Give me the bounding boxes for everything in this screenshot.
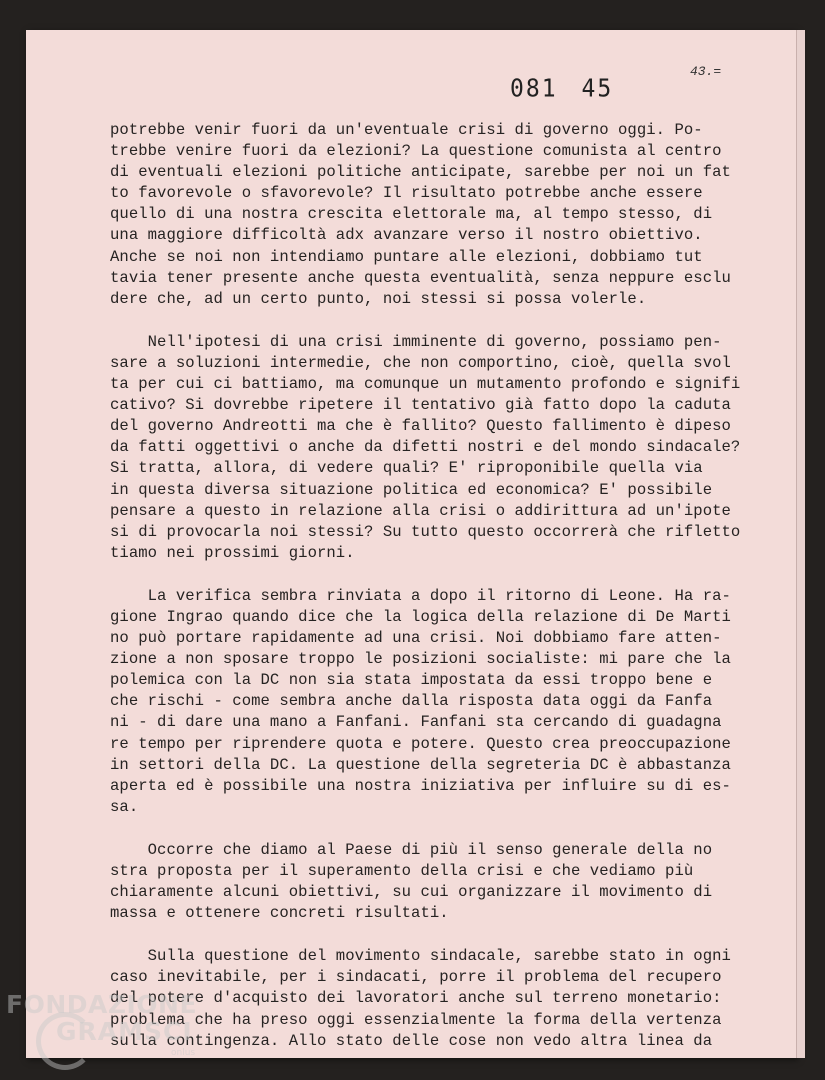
text-line: di eventuali elezioni politiche anticipate, sarebbe per noi un fat [110,163,731,182]
text-line: che rischi - come sembra anche dalla risposta data oggi da Fanfa [110,692,713,711]
archive-number [510,75,637,104]
paragraph [110,120,770,310]
text-line: La verifica sembra rinviata a dopo il ritorno di Leone. Ha ra- [110,586,731,605]
text-line: cativo? Si dovrebbe ripetere il tentativo già fatto dopo la caduta [110,396,731,415]
text-line: polemica con la DC non sia stata impostata da essi troppo bene e [110,671,713,690]
text-line: in questa diversa situazione politica ed economica? E' possibile [110,480,713,499]
text-line: Sulla questione del movimento sindacale, sarebbe stato in ogni [110,947,731,966]
text-line: trebbe venire fuori da elezioni? La questione comunista al centro [110,142,722,161]
text-line: tiamo nei prossimi giorni. [110,543,355,562]
text-line: massa e ottenere concreti risultati. [110,904,449,923]
text-line: una maggiore difficoltà adx avanzare verso il nostro obiettivo. [110,226,703,245]
text-line: Occorre che diamo al Paese di più il senso generale della no [110,840,713,859]
text-line: sa. [110,797,139,816]
text-line: ta per cui ci battiamo, ma comunque un mutamento profondo e signifi [110,375,741,394]
paragraph [110,840,770,924]
text-line: sare a soluzioni intermedie, che non comportino, cioè, quella svol [110,353,731,372]
text-line: tavia tener presente anche questa eventualità, senza neppure esclu [110,268,731,287]
text-line: Nell'ipotesi di una crisi imminente di governo, possiamo pen- [110,332,722,351]
text-line: del potere d'acquisto dei lavoratori anche sul terreno monetario: [110,989,722,1008]
text-line: to favorevole o sfavorevole? Il risultato potrebbe anche essere [110,184,703,203]
text-line: problema che ha preso oggi essenzialmente la forma della vertenza [110,1010,722,1029]
text-line: chiaramente alcuni obiettivi, su cui organizzare il movimento di [110,883,713,902]
watermark-line1: FONDAZIONE [6,990,198,1019]
page-number: 43.= [690,64,722,79]
text-line: quello di una nostra crescita elettorale ma, al tempo stesso, di [110,205,713,224]
text-line: Si tratta, allora, di vedere quali? E' riproponibile quella via [110,459,703,478]
watermark-g-logo-icon [36,1012,94,1070]
text-line: da fatti oggettivi o anche da difetti nostri e del mondo sindacale? [110,438,741,457]
text-line: gione Ingrao quando dice che la logica della relazione di De Marti [110,607,731,626]
text-line: aperta ed è possibile una nostra iniziativa per influire su di es- [110,776,731,795]
text-line: zione a non sposare troppo le posizioni socialiste: mi pare che la [110,650,731,669]
archive-number-b: 45 [581,74,614,104]
watermark-line2: GRAMSCI [56,1017,193,1046]
text-line: dere che, ad un certo punto, noi stessi si possa volerle. [110,289,647,308]
text-line: si di provocarla noi stessi? Su tutto questo occorrerà che rifletto [110,522,741,541]
page-edge [796,30,805,1058]
text-line: re tempo per riprendere quota e potere. Questo crea preoccupazione [110,734,731,753]
archive-number-a: 081 [510,74,558,104]
text-line: Anche se noi non intendiamo puntare alle elezioni, dobbiamo tut [110,247,703,266]
text-line: pensare a questo in relazione alla crisi o addirittura ad un'ipote [110,501,731,520]
paragraph [110,332,770,564]
text-line: stra proposta per il superamento della crisi e che vediamo più [110,862,694,880]
text-line: ni - di dare una mano a Fanfani. Fanfani sta cercando di guadagna [110,713,722,732]
text-line: in settori della DC. La questione della segreteria DC è abbastanza [110,755,731,774]
text-line: potrebbe venir fuori da un'eventuale crisi di governo oggi. Po- [110,121,703,139]
fondazione-gramsci-watermark [6,990,198,1058]
text-line: sulla contingenza. Allo stato delle cose non vedo altra linea da [110,1031,713,1050]
text-line: no può portare rapidamente ad una crisi. Noi dobbiamo fare atten- [110,629,722,648]
document-body [110,120,770,1074]
text-line: caso inevitabile, per i sindacati, porre il problema del recupero [110,968,722,987]
paragraph [110,586,770,818]
paragraph [110,946,770,1051]
text-line: del governo Andreotti ma che è fallito? Questo fallimento è dipeso [110,417,731,436]
watermark-suffix: onlus [171,1048,196,1058]
